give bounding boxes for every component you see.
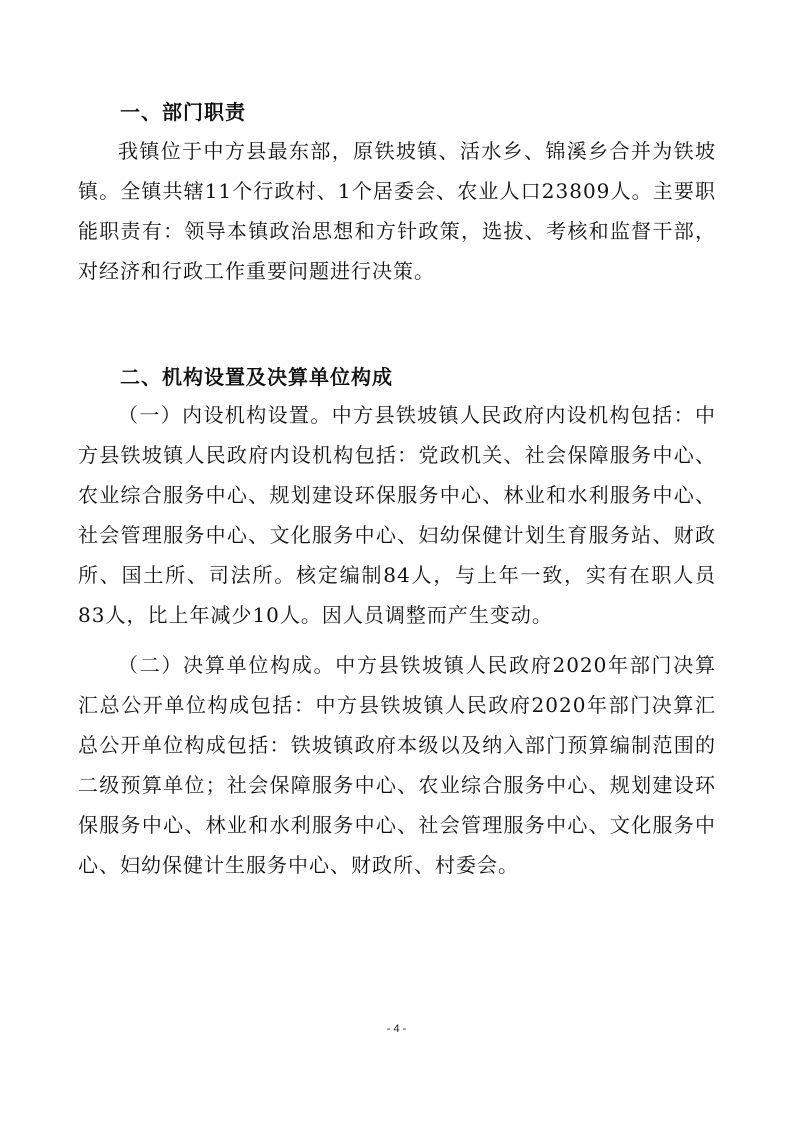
paragraph-department-duties: 我镇位于中方县最东部，原铁坡镇、活水乡、锦溪乡合并为铁坡镇。全镇共辖11个行政村、1个居委会、农业人口23809人。主要职能职责有：领导本镇政治思想和方针政策，选拔、考核和监督干部，对经济和行政工作重要问题进行决策。 <box>78 139 716 283</box>
section-heading-department-duties: 一、部门职责 <box>120 100 246 124</box>
paragraph-budget-unit-composition: （二）决算单位构成。中方县铁坡镇人民政府2020年部门决算汇总公开单位构成包括：中方县铁坡镇人民政府2020年部门决算汇总公开单位构成包括：铁坡镇政府本级以及纳入部门预算编制范围的二级预算单位；社会保障服务中心、农业综合服务中心、规划建设环保服务中心、林业和水利服务中心、社会管理服务中心、文化服务中心、妇幼保健计生服务中心、财政所、村委会。 <box>78 653 716 877</box>
paragraph-internal-organization: （一）内设机构设置。中方县铁坡镇人民政府内设机构包括：中方县铁坡镇人民政府内设机构包括：党政机关、社会保障服务中心、农业综合服务中心、规划建设环保服务中心、林业和水利服务中心、社会管理服务中心、文化服务中心、妇幼保健计划生育服务站、财政所、国土所、司法所。核定编制84人，与上年一致，实有在职人员83人，比上年减少10人。因人员调整而产生变动。 <box>78 403 716 627</box>
section-heading-organization-structure: 二、机构设置及决算单位构成 <box>120 365 393 389</box>
page-number: - 4 - <box>386 1023 407 1035</box>
